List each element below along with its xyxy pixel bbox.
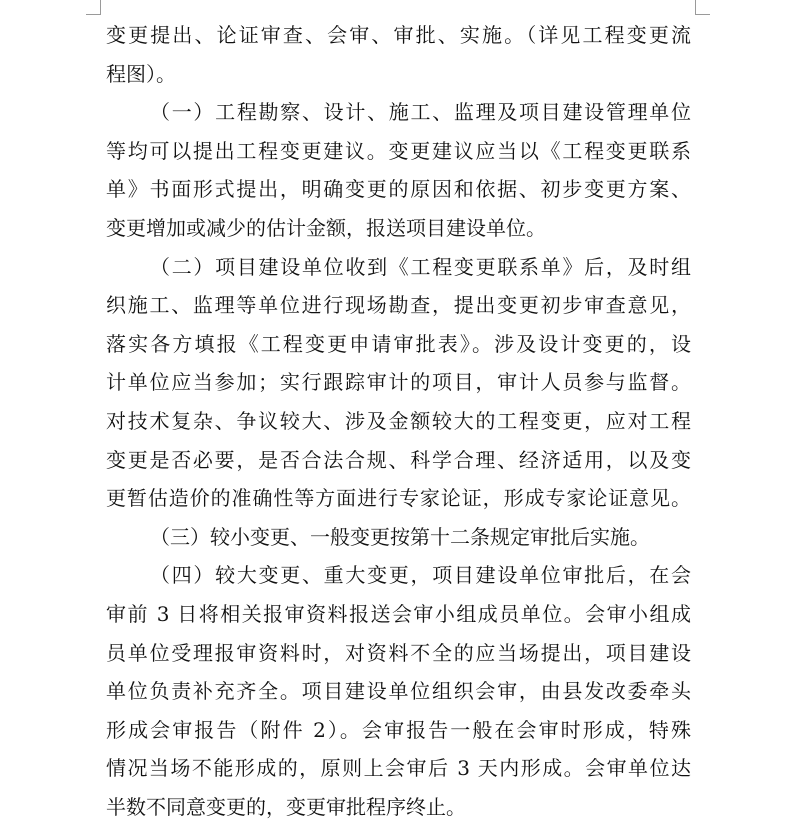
text-line: 变更增加或减少的估计金额，报送项目建设单位。: [106, 215, 546, 240]
text-line: 形成会审报告（附件 2）。会审报告一般在会审时形成，特殊: [106, 717, 691, 742]
text-line: 半数不同意变更的，变更审批程序终止。: [106, 794, 466, 819]
text-line: 变更是否必要，是否合法合规、科学合理、经济适用，以及变: [106, 447, 691, 472]
text-line: 计单位应当参加；实行跟踪审计的项目，审计人员参与监督。: [106, 370, 691, 395]
text-line: 对技术复杂、争议较大、涉及金额较大的工程变更，应对工程: [106, 408, 691, 433]
text-line: 审前 3 日将相关报审资料报送会审小组成员单位。会审小组成: [106, 601, 691, 626]
text-line: 更暂估造价的准确性等方面进行专家论证，形成专家论证意见。: [106, 486, 691, 511]
top-right-crop-mark: [695, 0, 710, 15]
text-line: 员单位受理报审资料时，对资料不全的应当场提出，项目建设: [106, 640, 691, 665]
document-body: [106, 16, 691, 826]
text-line: （三）较小变更、一般变更按第十二条规定审批后实施。: [150, 524, 650, 549]
text-line: （四）较大变更、重大变更，项目建设单位审批后，在会: [150, 563, 691, 588]
text-line: 程图）。: [106, 61, 176, 86]
top-left-crop-mark: [86, 0, 101, 15]
text-line: （一）工程勘察、设计、施工、监理及项目建设管理单位: [150, 100, 691, 125]
text-line: （二）项目建设单位收到《工程变更联系单》后，及时组: [150, 254, 691, 279]
text-line: 织施工、监理等单位进行现场勘查，提出变更初步审查意见，: [106, 293, 691, 318]
text-line: 情况当场不能形成的，原则上会审后 3 天内形成。会审单位达: [106, 756, 691, 781]
text-line: 单》书面形式提出，明确变更的原因和依据、初步变更方案、: [106, 177, 691, 202]
text-line: 单位负责补充齐全。项目建设单位组织会审，由县发改委牵头: [106, 679, 691, 704]
text-line: 等均可以提出工程变更建议。变更建议应当以《工程变更联系: [106, 138, 691, 163]
text-line: 落实各方填报《工程变更申请审批表》。涉及设计变更的，设: [106, 331, 691, 356]
text-line: 变更提出、论证审查、会审、审批、实施。（详见工程变更流: [106, 23, 691, 47]
